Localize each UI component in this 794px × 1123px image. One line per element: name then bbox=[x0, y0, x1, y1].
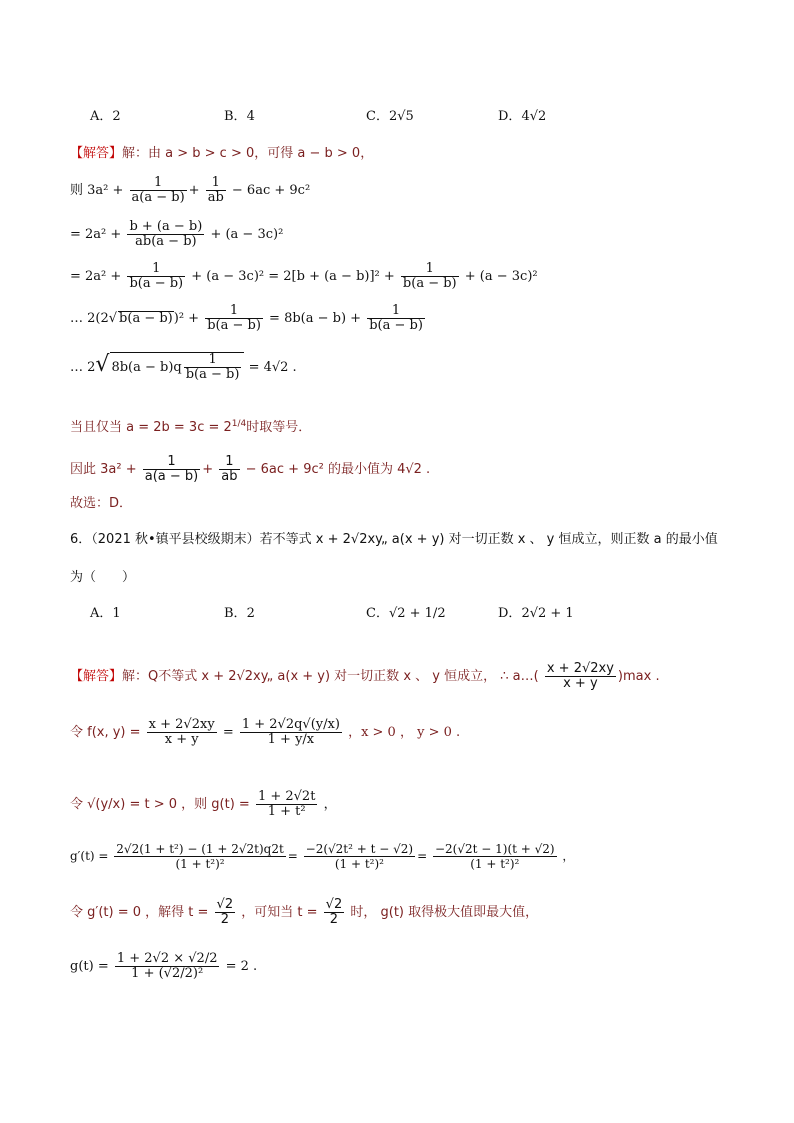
q5-option-b: B．4 bbox=[224, 109, 255, 124]
q6-option-b: B．2 bbox=[224, 606, 255, 621]
q6-option-a: A．1 bbox=[90, 606, 121, 621]
q6-final-value: g(t) = $\frac{1 + 2√2 \times √2/2}{\text{1 + (√2/2)²}}$ = 2 . bbox=[70, 951, 258, 981]
q6-derivative: g′(t) = $\frac{\text{2√2(1 + t²) − (1 + 2√2t)q2t}}{\text{(1 + t²)²}}$ = $\frac{\text{−2(√2t² + t − √2)}}{\text{(1 + t²)²}}$ = $\frac{-2(√2t - 1)(t + √2)}{\text{(1 + t²)²}}$ ， bbox=[70, 842, 575, 871]
q6-substitution: 令 √(y/x) = t > 0 ，则 g(t) = $\frac{1 + 2√2t}{\text{1 + t²}}$ ， bbox=[70, 789, 337, 819]
q6-stem-line2: 为（ ） bbox=[70, 570, 136, 585]
q5-option-d: D．4√2 bbox=[498, 109, 547, 124]
q6-stem-line1: 6．（2021 秋•镇平县校级期末）若不等式 x + 2√2xy„ a(x + y) 对一切正数 x 、 y 恒成立，则正数 a 的最小值 bbox=[70, 532, 718, 547]
q6-option-c: C．√2 + 1/2 bbox=[366, 606, 446, 621]
q5-option-c: C．2√5 bbox=[366, 109, 414, 124]
q6-f-definition: 令 f(x, y) = $\frac{x + 2√2xy}{x + y}$ = $\frac{1 + 2√2q√(y/x)}{1 + y/x}$ ，x > 0 ， y > 0 . bbox=[70, 717, 461, 747]
q5-conclusion: 因此 3a² + $\frac{1}{a(a - b)}$ + $\frac{1}{ab}$ − 6ac + 9c² 的最小值为 4√2 . bbox=[70, 454, 431, 484]
q5-line5: … 2√ 8b(a − b)q $\frac{1}{b(a - b)}$ = 4√2 . bbox=[70, 352, 297, 382]
q5-answer: 故选：D． bbox=[70, 496, 133, 511]
q6-option-d: D．2√2 + 1 bbox=[498, 606, 574, 621]
q5-line1: 则 3a² + $\frac{1}{a(a - b)}$ + $\frac{1}{ab}$ − 6ac + 9c² bbox=[70, 175, 311, 205]
q5-solution-intro: 【解答】解：由 a > b > c > 0，可得 a − b > 0， bbox=[70, 146, 374, 161]
q6-critical-point: 令 g′(t) = 0 ，解得 t = $\frac{√2}{2}$ ，可知当 t = $\frac{√2}{2}$ 时， g(t) 取得极大值即最大值， bbox=[70, 897, 539, 927]
q5-line2: = 2a² + $\frac{b + (a - b)}{ab(a - b)}$ + (a − 3c)² bbox=[70, 219, 284, 249]
q5-option-a: A．2 bbox=[90, 109, 121, 124]
answer-tag: 【解答】 bbox=[70, 669, 123, 684]
q5-line4: … 2(2√ b(a − b))² + $\frac{1}{b(a - b)}$ = 8b(a − b) + $\frac{1}{b(a - b)}$ bbox=[70, 304, 427, 333]
answer-tag: 【解答】 bbox=[70, 146, 123, 161]
q6-solution-line1: 【解答】解：Q不等式 x + 2√2xy„ a(x + y) 对一切正数 x 、 y 恒成立， ∴ a…( $\frac{x + 2√2xy}{x + y}$ )max . bbox=[70, 661, 660, 691]
q5-equality-condition: 当且仅当 $a = 2b = 3c = 2^{1/4}$时取等号． bbox=[70, 419, 312, 435]
q5-line3: = 2a² + $\frac{1}{b(a - b)}$ + (a − 3c)² = 2[b + (a − b)]² + $\frac{1}{b(a - b)}$ + (a − 3c)² bbox=[70, 261, 538, 291]
